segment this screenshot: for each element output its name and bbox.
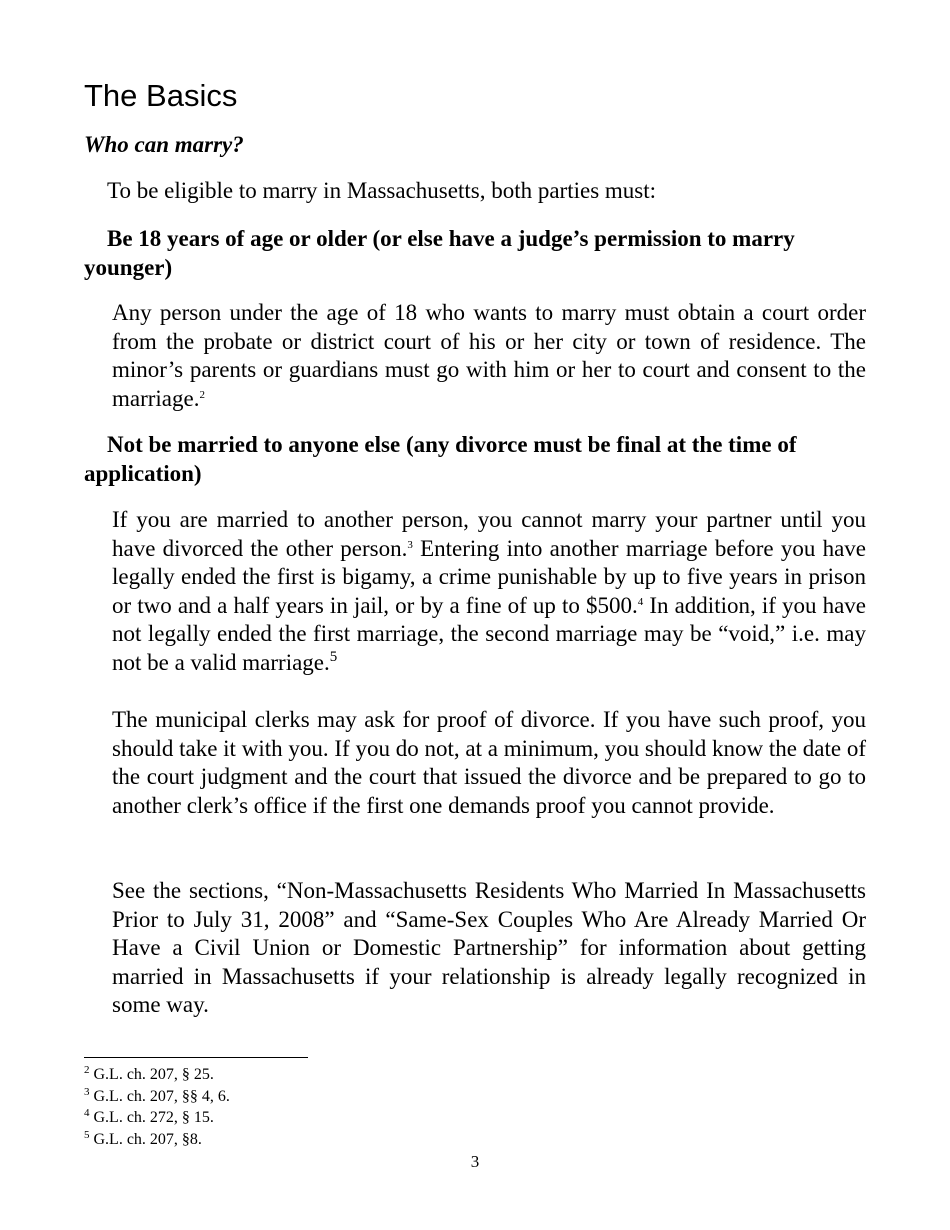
see-sections-paragraph: See the sections, “Non-Massachusetts Residents Who Married In Massachusetts Prior to July 31, 2008” and “Same-Sex Couples Who Are Already Married Or Have a Civil Union or Domestic Partnership” for information about getting married in Massachusetts if your relationship is already legally recognized in some way. [112, 878, 866, 1017]
footnote-number: 2 [84, 1064, 90, 1076]
footnote-ref: 5 [329, 648, 338, 665]
paragraph-text: If you are married to another person, you cannot marry your partner until you have divorced the other person. [112, 507, 866, 561]
footnote-text: G.L. ch. 207, §§ 4, 6. [93, 1087, 230, 1105]
paragraph-text: In addition, if you have not legally ended the first marriage, the second marriage may be “void,” i.e. may not be a valid marriage. [112, 592, 866, 675]
intro-paragraph: To be eligible to marry in Massachusetts, both parties must: [107, 178, 657, 203]
footnote-number: 4 [84, 1107, 90, 1119]
footnote-ref: 3 [407, 538, 413, 551]
footnote-ref: 4 [637, 595, 644, 608]
footnote-number: 3 [84, 1085, 90, 1098]
footnote [84, 1107, 230, 1129]
footnote-text: G.L. ch. 207, §8. [93, 1130, 202, 1148]
proof-of-divorce-paragraph: The municipal clerks may ask for proof of divorce. If you have such proof, you should take it with you. If you do not, at a minimum, you should know the date of the court judgment and the court that issued the divorce and be prepared to go to another clerk’s office if the first one demands proof you cannot provide. [112, 707, 866, 818]
footnotes-list [84, 1064, 230, 1150]
footnote [84, 1086, 230, 1108]
subheading: Who can marry? [84, 132, 244, 157]
section-heading: The Basics [84, 78, 238, 113]
footnote [84, 1064, 230, 1086]
footnote-text: G.L. ch. 207, § 25. [93, 1066, 214, 1083]
requirement-age-title: Be 18 years of age or older (or else have a judge’s permission to marry younger) [84, 226, 795, 280]
page-number: 3 [470, 1152, 480, 1171]
requirement-age-paragraph [112, 299, 866, 413]
paragraph-text: Any person under the age of 18 who wants to marry must obtain a court order from the probate or district court of his or her city or town of residence. The minor’s parents or guardians must go with him or her to court and consent to the marriage. [112, 300, 866, 411]
paragraph-text: Entering into another marriage before you have legally ended the first is bigamy, a crime punishable by up to five years in prison or two and a half years in jail, or by a fine of up to $500. [112, 535, 866, 618]
bigamy-paragraph [112, 506, 866, 677]
footnote-number: 5 [84, 1128, 90, 1141]
footnote [84, 1129, 230, 1151]
requirement-not-married-title: Not be married to anyone else (any divorce must be final at the time of application) [84, 432, 797, 486]
footnote-ref: 2 [199, 388, 205, 401]
footnote-text: G.L. ch. 272, § 15. [93, 1109, 214, 1126]
footnote-divider [84, 1057, 308, 1058]
